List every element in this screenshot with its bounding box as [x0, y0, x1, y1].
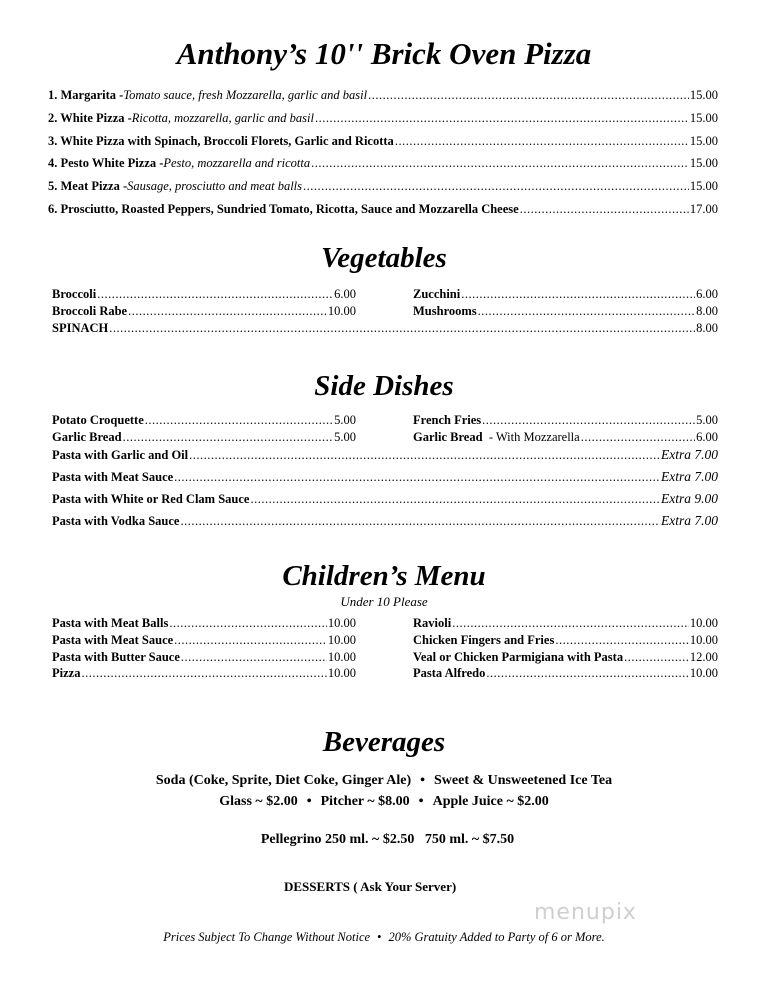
leader-dots	[174, 633, 327, 648]
item-price: 5.00	[334, 413, 356, 427]
leader-dots	[169, 616, 327, 631]
leader-dots	[145, 413, 333, 428]
side-pasta-item	[52, 447, 718, 464]
desserts-note: DESSERTS ( Ask Your Server)	[284, 879, 457, 894]
item-name: Pasta Alfredo	[413, 666, 486, 680]
leader-dots	[174, 470, 660, 485]
item-name: Pasta with Meat Balls	[52, 616, 169, 630]
item-price: 15.00	[689, 111, 718, 125]
leader-dots	[395, 134, 689, 149]
item-price: 10.00	[327, 650, 356, 664]
item-price: Extra 7.00	[661, 513, 718, 528]
item-price: 10.00	[689, 633, 718, 647]
bullet-separator: •	[377, 930, 382, 944]
item-name: 3. White Pizza with Spinach, Broccoli Florets, Garlic and Ricotta	[48, 134, 394, 148]
item-name: Chicken Fingers and Fries	[413, 633, 555, 647]
item-price: 15.00	[689, 156, 718, 170]
item-price: Extra 9.00	[661, 491, 718, 506]
bullet-separator: •	[418, 794, 424, 809]
item-price: 10.00	[689, 616, 718, 630]
item-name: 6. Prosciutto, Roasted Peppers, Sundried Tomato, Ricotta, Sauce and Mozzarella Cheese	[48, 202, 519, 216]
item-name: Pasta with Vodka Sauce	[52, 514, 180, 528]
apple-juice-price-text: Apple Juice ~ $2.00	[432, 794, 549, 809]
item-desc: - With Mozzarella	[482, 430, 580, 444]
item-price: 10.00	[689, 666, 718, 680]
item-price: 10.00	[327, 304, 356, 318]
leader-dots	[128, 304, 327, 319]
side-pasta-item	[52, 469, 718, 486]
item-name: Pizza	[52, 666, 81, 680]
leader-dots	[109, 321, 695, 336]
side-item	[413, 413, 718, 430]
side-pasta-item	[52, 513, 718, 530]
item-name: SPINACH	[52, 321, 109, 335]
side-item	[52, 413, 356, 430]
leader-dots	[478, 304, 695, 319]
pizza-item-3	[48, 134, 718, 151]
childrens-menu-subtitle: Under 10 Please	[340, 594, 428, 609]
side-item	[413, 430, 718, 447]
bullet-separator: •	[306, 794, 312, 809]
pizza-section-title: Anthony’s 10'' Brick Oven Pizza	[176, 36, 592, 71]
item-price: 15.00	[689, 179, 718, 193]
pizza-item-5	[48, 179, 718, 196]
pizza-item-2	[48, 111, 718, 128]
leader-dots	[97, 287, 333, 302]
item-name: Garlic Bread	[413, 430, 483, 444]
vegetable-item	[413, 287, 718, 304]
item-price: Extra 7.00	[661, 469, 718, 484]
children-item	[413, 633, 718, 650]
children-item	[52, 616, 356, 633]
item-name: French Fries	[413, 413, 482, 427]
item-price: 8.00	[696, 321, 718, 335]
side-item	[52, 430, 356, 447]
children-item	[52, 633, 356, 650]
item-price: 10.00	[327, 616, 356, 630]
leader-dots	[555, 633, 689, 648]
item-name: Pasta with White or Red Clam Sauce	[52, 492, 250, 506]
item-price: Extra 7.00	[661, 447, 718, 462]
beverages-line-3	[0, 816, 768, 848]
item-name: Zucchini	[413, 287, 461, 301]
children-item	[52, 666, 356, 683]
item-desc: Tomato sauce, fresh Mozzarella, garlic and basil	[123, 88, 368, 102]
vegetable-item	[52, 287, 356, 304]
item-price: 17.00	[689, 202, 718, 216]
children-item	[413, 650, 718, 667]
item-price: 6.00	[696, 430, 718, 444]
glass-price-text: Glass ~ $2.00	[219, 794, 298, 809]
side-pasta-item	[52, 491, 718, 508]
vegetables-section-title: Vegetables	[321, 242, 447, 274]
iced-tea-text: Sweet & Unsweetened Ice Tea	[434, 773, 613, 788]
beverages-line-1	[0, 773, 768, 789]
children-item	[413, 616, 718, 633]
children-item	[52, 650, 356, 667]
item-desc: Sausage, prosciutto and meat balls	[127, 179, 303, 193]
leader-dots	[123, 430, 334, 445]
leader-dots	[452, 616, 689, 631]
vegetable-item	[52, 321, 718, 338]
leader-dots	[520, 202, 689, 217]
pizza-item-4	[48, 156, 718, 173]
item-name: Ravioli	[413, 616, 452, 630]
item-price: 12.00	[689, 650, 718, 664]
side-dishes-section-title: Side Dishes	[314, 370, 454, 402]
item-name: Pasta with Butter Sauce	[52, 650, 180, 664]
item-name: 4. Pesto White Pizza -	[48, 156, 164, 170]
leader-dots	[189, 448, 660, 463]
item-price: 15.00	[689, 88, 718, 102]
item-price: 10.00	[327, 633, 356, 647]
leader-dots	[368, 88, 689, 103]
pizza-item-1	[48, 88, 718, 105]
item-name: Broccoli	[52, 287, 97, 301]
item-name: 2. White Pizza -	[48, 111, 132, 125]
leader-dots	[250, 492, 660, 507]
item-price: 10.00	[327, 666, 356, 680]
leader-dots	[311, 156, 689, 171]
menupix-watermark: menupix	[534, 900, 637, 925]
leader-dots	[303, 179, 689, 194]
item-name: Pasta with Meat Sauce	[52, 470, 174, 484]
item-price: 5.00	[334, 430, 356, 444]
item-name: 1. Margarita -	[48, 88, 124, 102]
footer-note	[0, 930, 768, 945]
leader-dots	[180, 514, 660, 529]
leader-dots	[315, 111, 689, 126]
item-name: Veal or Chicken Parmigiana with Pasta	[413, 650, 624, 664]
soda-text: Soda (Coke, Sprite, Diet Coke, Ginger Ale)	[155, 773, 412, 788]
vegetable-item	[413, 304, 718, 321]
gratuity-notice: 20% Gratuity Added to Party of 6 or More.	[388, 930, 605, 944]
vegetable-item	[52, 304, 356, 321]
leader-dots	[81, 666, 326, 681]
leader-dots	[181, 650, 327, 665]
item-desc: Ricotta, mozzarella, garlic and basil	[131, 111, 314, 125]
item-price: 5.00	[696, 413, 718, 427]
pitcher-price-text: Pitcher ~ $8.00	[320, 794, 410, 809]
item-desc: Pesto, mozzarella and ricotta	[163, 156, 311, 170]
leader-dots	[461, 287, 695, 302]
leader-dots	[486, 666, 689, 681]
leader-dots	[482, 413, 695, 428]
children-item	[413, 666, 718, 683]
beverages-section-title: Beverages	[322, 726, 446, 758]
item-price: 8.00	[696, 304, 718, 318]
item-name: Broccoli Rabe	[52, 304, 128, 318]
item-name: Potato Croquette	[52, 413, 144, 427]
beverages-line-2	[0, 794, 768, 810]
bullet-separator: •	[420, 773, 426, 788]
item-name: Mushrooms	[413, 304, 477, 318]
leader-dots	[624, 650, 689, 665]
item-price: 6.00	[696, 287, 718, 301]
pizza-item-6	[48, 202, 718, 219]
leader-dots	[581, 430, 695, 445]
item-name: Pasta with Meat Sauce	[52, 633, 174, 647]
price-change-notice: Prices Subject To Change Without Notice	[163, 930, 371, 944]
item-price: 6.00	[334, 287, 356, 301]
item-name: Garlic Bread	[52, 430, 122, 444]
item-name: Pasta with Garlic and Oil	[52, 448, 189, 462]
item-name: 5. Meat Pizza -	[48, 179, 128, 193]
pellegrino-price-text: Pellegrino 250 ml. ~ $2.50 750 ml. ~ $7.50	[260, 832, 515, 847]
item-price: 15.00	[689, 134, 718, 148]
childrens-menu-section-title: Children’s Menu	[282, 560, 486, 592]
